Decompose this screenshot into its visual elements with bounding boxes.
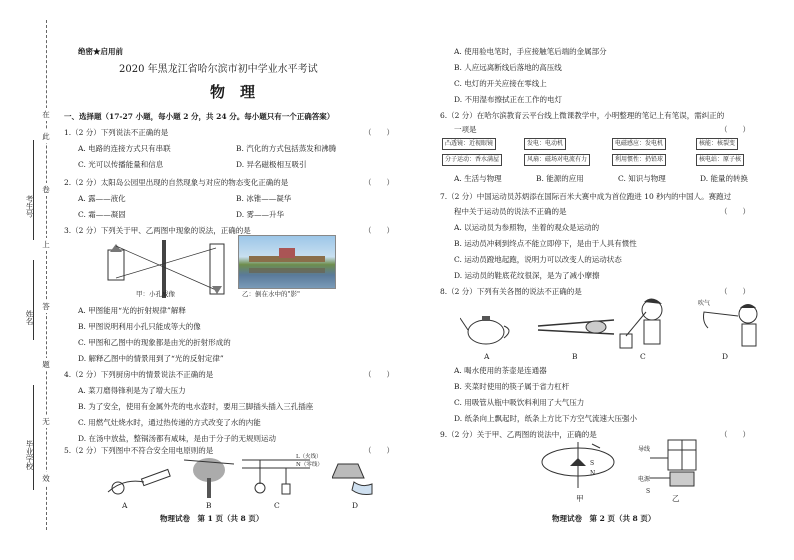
- field-school-line[interactable]: [33, 385, 34, 490]
- q6-answer-paren[interactable]: （ ）: [720, 125, 750, 134]
- q3-answer-paren[interactable]: （ ）: [364, 226, 394, 235]
- q9-label-yi: 乙: [672, 494, 680, 503]
- q7-option-d: D. 运动员的鞋底花纹很深，是为了减小摩擦: [454, 271, 600, 280]
- binding-dashed-line: [46, 20, 47, 530]
- q8-stem: 8.（2 分）下列有关各图的说法不正确的是: [440, 287, 582, 296]
- q7-stem-cont: 程中关于运动员的说法不正确的是: [454, 207, 567, 216]
- field-school-label: 毕业学校: [25, 440, 34, 470]
- q9-stem: 9.（2 分）关于甲、乙两图的说法中，正确的是: [440, 430, 597, 439]
- q3-caption-1: 甲：小孔成像: [136, 290, 175, 298]
- q6-note: 核电站：原子核: [696, 154, 744, 166]
- q5-option-c: C. 电灯的开关应接在零线上: [454, 79, 547, 88]
- q4-option-b: B. 为了安全，使用有金属外壳的电水壶时，要用三脚插头插入三孔插座: [78, 402, 314, 411]
- q6-option-c: C. 知识与物理: [618, 174, 666, 183]
- q6-option-b: B. 能源的应用: [536, 174, 584, 183]
- q3-option-a: A. 甲图能用“光的折射规律”解释: [78, 306, 186, 315]
- q9-label-source: 电源: [638, 476, 651, 483]
- q9-answer-paren[interactable]: （ ）: [720, 430, 750, 439]
- q1-stem: 1.（2 分）下列说法不正确的是: [64, 128, 169, 137]
- page2-footer: 物理试卷 第 2 页（共 8 页）: [552, 514, 656, 523]
- q8-option-d: D. 纸条向上飘起时，纸条上方比下方空气流速大压强小: [454, 414, 638, 423]
- q8-figure-a-teapot: [460, 310, 516, 346]
- q6-option-a: A. 生活与物理: [454, 174, 502, 183]
- q1-option-d: D. 异名磁极相互吸引: [236, 160, 307, 169]
- q7-option-b: B. 运动员冲刺到终点不能立即停下，是由于人具有惯性: [454, 239, 637, 248]
- binding-char: 无: [42, 417, 50, 426]
- q4-option-c: C. 用燃气灶烧水时，通过热传递的方式改变了水的内能: [78, 418, 261, 427]
- q3-caption-2: 乙：倒在水中的"影": [242, 290, 300, 298]
- q3-option-d: D. 解释乙图中的情景用到了“光的反射定律”: [78, 354, 224, 363]
- binding-char: 上: [42, 240, 50, 249]
- q7-answer-paren[interactable]: （ ）: [720, 207, 750, 216]
- q5-live-wire-label: L（火线）: [296, 454, 322, 460]
- q5-neutral-wire-label: N（零线）: [296, 462, 323, 468]
- q5-label-c: C: [274, 501, 280, 510]
- q2-option-a: A. 露——液化: [78, 194, 126, 203]
- q5-label-d: D: [352, 501, 359, 510]
- binding-char: 题: [42, 360, 50, 369]
- binding-char: 此: [42, 132, 50, 141]
- q9-label-wire: 导线: [638, 446, 651, 453]
- q8-option-a: A. 喝水使用的茶壶是连通器: [454, 366, 547, 375]
- q3-figure-reflection-photo: [238, 235, 336, 289]
- q6-note: 分子运动：香水满屋: [442, 154, 502, 166]
- q2-option-d: D. 雾——升华: [236, 210, 285, 219]
- q3-option-b: B. 甲图说明利用小孔只能成等大的像: [78, 322, 201, 331]
- binding-char: 卷: [42, 185, 50, 194]
- q5-option-d: D. 不用湿布擦拭正在工作的电灯: [454, 95, 563, 104]
- q1-option-a: A. 电路的连接方式只有串联: [78, 144, 171, 153]
- q6-note: 凸透镜：近视眼镜: [442, 138, 496, 150]
- q8-label-a: A: [484, 352, 490, 361]
- q6-note: 风扇：磁场对电流有力: [524, 154, 590, 166]
- q5-stem: 5.（2 分）下列图中不符合安全用电原则的是: [64, 446, 214, 455]
- q6-stem-cont: 一项是: [454, 125, 477, 134]
- q9-label-s: S: [590, 460, 595, 467]
- q9-figure-a-compass: [540, 440, 620, 490]
- q7-option-c: C. 运动员蹬地起跑，说明力可以改变人的运动状态: [454, 255, 622, 264]
- field-candidate-number-label: 考生号: [25, 195, 34, 218]
- q5-option-b: B. 人应远离断线后落地的高压线: [454, 63, 562, 72]
- q8-label-c: C: [640, 352, 646, 361]
- q8-figure-c-straw: [616, 296, 676, 350]
- q8-answer-paren[interactable]: （ ）: [720, 287, 750, 296]
- q5-label-b: B: [206, 501, 212, 510]
- q8-label-b: B: [572, 352, 578, 361]
- q5-figure-c-circuit: [240, 454, 324, 500]
- q3-stem: 3.（2 分）下列关于甲、乙两图中现象的说法，正确的是: [64, 226, 251, 235]
- q2-option-b: B. 冰锥——凝华: [236, 194, 292, 203]
- field-name-label: 姓名: [25, 310, 34, 325]
- q6-note: 电磁感应：发电机: [612, 138, 666, 150]
- subject-title: 物 理: [210, 83, 256, 101]
- q3-option-c: C. 甲图和乙图中的现象都是由光的折射形成的: [78, 338, 231, 347]
- q4-answer-paren[interactable]: （ ）: [364, 370, 394, 379]
- binding-margin: [0, 0, 60, 560]
- q1-answer-paren[interactable]: （ ）: [364, 128, 394, 137]
- exam-page-2: [440, 0, 780, 560]
- q4-option-a: A. 菜刀磨得锋利是为了增大压力: [78, 386, 186, 395]
- binding-char: 答: [42, 302, 50, 311]
- q6-option-d: D. 能量的转换: [700, 174, 749, 183]
- binding-char: 效: [42, 474, 50, 483]
- q5-figure-b-tree: [184, 456, 234, 500]
- q6-note: 发电：电动机: [524, 138, 566, 150]
- field-name-line[interactable]: [33, 260, 34, 340]
- q9-label-s2: S: [646, 488, 651, 495]
- q8-option-c: C. 用吸管从瓶中吸饮料利用了大气压力: [454, 398, 585, 407]
- q4-stem: 4.（2 分）下列厨房中的情景说法不正确的是: [64, 370, 214, 379]
- q5-answer-paren[interactable]: （ ）: [364, 446, 394, 455]
- q6-stem: 6.（2 分）在哈尔滨教育云平台线上微课教学中，小明整理的笔记上有笔误，需纠正的: [440, 111, 725, 120]
- exam-title: 2020 年黑龙江省哈尔滨市初中学业水平考试: [119, 64, 318, 75]
- secret-label: 绝密★启用前: [78, 47, 123, 56]
- page1-footer: 物理试卷 第 1 页（共 8 页）: [160, 514, 264, 523]
- q2-option-c: C. 霜——凝固: [78, 210, 126, 219]
- section-heading: 一、选择题（17-27 小题，每小题 2 分，共 24 分。每小题只有一个正确答案）: [64, 112, 335, 121]
- q5-figure-d-lamp: [332, 458, 376, 498]
- q8-blow-label: 吹气: [698, 300, 711, 307]
- q1-option-b: B. 汽化的方式包括蒸发和沸腾: [236, 144, 337, 153]
- q9-label-jia: 甲: [576, 494, 584, 503]
- q9-label-n: N: [590, 470, 596, 477]
- q8-figure-b-chopsticks: [536, 316, 616, 340]
- q2-stem: 2.（2 分）太阳岛公园里出现的自然现象与对应的物态变化正确的是: [64, 178, 289, 187]
- q8-label-d: D: [722, 352, 729, 361]
- q7-stem: 7.（2 分）中国运动员苏炳添在国际百米大赛中成为首位跑进 10 秒内的中国人。赛跑过: [440, 192, 732, 201]
- q6-note: 利用惯性：扔铅球: [612, 154, 666, 166]
- binding-char: 在: [42, 110, 50, 119]
- q9-figure-b-apparatus: [646, 438, 710, 494]
- exam-page-1: [64, 0, 404, 560]
- q4-option-d: D. 在汤中放盐，整锅汤都有咸味，是由于分子的无规则运动: [78, 434, 277, 443]
- q1-option-c: C. 光可以传播能量和信息: [78, 160, 164, 169]
- q6-note: 核能：核裂变: [696, 138, 738, 150]
- q5-label-a: A: [122, 501, 128, 510]
- q2-answer-paren[interactable]: （ ）: [364, 178, 394, 187]
- q5-option-a: A. 使用验电笔时，手应接触笔后端的金属部分: [454, 47, 607, 56]
- q7-option-a: A. 以运动员为参照物，坐着的观众是运动的: [454, 223, 600, 232]
- q5-figure-a-pen: [104, 458, 174, 498]
- q8-option-b: B. 夹菜时使用的筷子属于省力杠杆: [454, 382, 570, 391]
- field-candidate-number-line[interactable]: [33, 140, 34, 240]
